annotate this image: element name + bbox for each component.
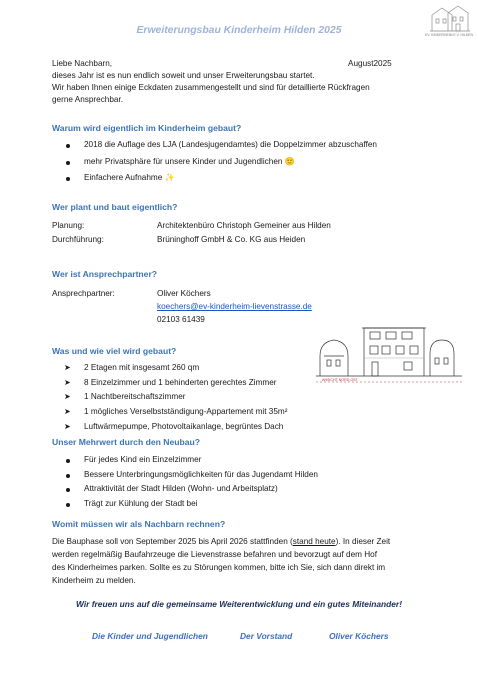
heading-value: Unser Mehrwert durch den Neubau?	[52, 437, 201, 447]
list-item: ➤ 8 Einzelzimmer und 1 behinderten gerechtes Zimmer	[64, 377, 277, 387]
planning-value: Architektenbüro Christoph Gemeiner aus Hilden	[157, 221, 331, 230]
contact-name: Oliver Köchers	[157, 289, 211, 298]
neighbors-line-1: Die Bauphase soll von September 2025 bis April 2026 stattfinden (stand heute). In dieser Zeit	[52, 537, 391, 546]
contact-row	[52, 288, 211, 300]
why-list	[62, 139, 377, 189]
list-item: Trägt zur Kühlung der Stadt bei	[62, 498, 318, 513]
intro-line-3: gerne Ansprechbar.	[52, 95, 124, 104]
page-title: Erweiterungsbau Kinderheim Hilden 2025	[136, 25, 342, 36]
list-item: 2018 die Auflage des LJA (Landesjugendamtes) die Doppelzimmer abzuschaffen	[62, 139, 377, 156]
planning-row	[52, 220, 331, 232]
contact-label: Ansprechpartner:	[52, 289, 115, 298]
what-list	[62, 362, 287, 435]
neighbors-line-4: Kinderheim zu melden.	[52, 576, 136, 585]
signature-oliver: Oliver Köchers	[329, 631, 389, 641]
contact-phone: 02103 61439	[157, 315, 205, 324]
list-item: ➤ Luftwärmepumpe, Photovoltaikanlage, begrüntes Dach	[64, 421, 284, 431]
list-item: Attraktivität der Stadt Hilden (Wohn- und Arbeitsplatz)	[62, 483, 318, 498]
execution-row	[52, 234, 305, 246]
neighbors-line-2: werden regelmäßig Baufahrzeuge die Lievenstrasse befahren und bevorzugt auf dem Hof	[52, 550, 377, 559]
planning-label: Planung:	[52, 221, 85, 230]
closing-line: Wir freuen uns auf die gemeinsame Weiterentwicklung und ein gutes Miteinander!	[76, 599, 402, 609]
list-item: Einfachere Aufnahme ✨	[62, 172, 377, 189]
salutation: Liebe Nachbarn,	[52, 59, 113, 68]
heading-neighbors: Womit müssen wir als Nachbarn rechnen?	[52, 519, 226, 529]
heading-who-builds: Wer plant und baut eigentlich?	[52, 202, 178, 212]
sparkles-emoji-icon: ✨	[164, 173, 175, 183]
letter-date: August2025	[348, 59, 392, 68]
signature-children: Die Kinder und Jugendlichen	[92, 631, 208, 641]
signature-board: Der Vorstand	[240, 631, 293, 641]
heading-what: Was und wie viel wird gebaut?	[52, 346, 177, 356]
heading-why: Warum wird eigentlich im Kinderheim gebaut?	[52, 123, 242, 133]
list-item: ➤ 1 Nachtbereitschaftszimmer	[64, 392, 186, 402]
neighbors-line-3: des Kinderheimes parken. Sollte es zu Störungen kommen, bitte ich Sie, sich dann direkt im	[52, 563, 386, 572]
list-item: Bessere Unterbringungsmöglichkeiten für das Jugendamt Hilden	[62, 469, 318, 484]
list-item: Für jedes Kind ein Einzelzimmer	[62, 454, 318, 469]
building-elevation-drawing	[314, 324, 464, 386]
intro-line-2: Wir haben Ihnen einige Eckdaten zusammengestellt und sind für detaillierte Rückfragen	[52, 83, 370, 92]
list-item: mehr Privatsphäre für unsere Kinder und Jugendlichen 🙂	[62, 156, 377, 173]
heading-contact: Wer ist Ansprechpartner?	[52, 269, 158, 279]
execution-label: Durchführung:	[52, 235, 104, 244]
execution-value: Brüninghoff GmbH & Co. KG aus Heiden	[157, 235, 306, 244]
value-list	[62, 454, 318, 512]
list-item: ➤ 1 mögliches Verselbstständigung-Appartement mit 35m²	[64, 407, 288, 417]
drawing-caption: ANSICHT NORD-OST	[322, 378, 358, 382]
stand-heute-text: stand heute	[292, 537, 336, 546]
contact-email-link[interactable]: koechers@ev-kinderheim-lievenstrasse.de	[157, 302, 312, 311]
list-item: ➤ 2 Etagen mit insgesamt 260 qm	[64, 363, 200, 372]
logo-caption: EV. KINDERHEIM E.V. HILDEN	[425, 33, 473, 37]
intro-line-1: dieses Jahr ist es nun endlich soweit und unser Erweiterungsbau startet.	[52, 71, 315, 80]
smiley-emoji-icon: 🙂	[284, 156, 295, 166]
